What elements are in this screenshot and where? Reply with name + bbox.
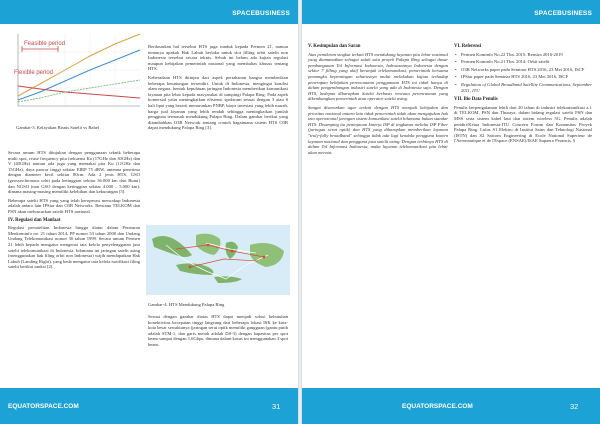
- figure-3-caption: Gambar-3. Kelayakan Bisnis Satelit vs Rahel: [16, 125, 100, 130]
- reference-item: • Permen Kominfo No.21 Thn. 2014: Orbit satelit: [454, 59, 592, 65]
- reference-item: • IPStar paper pada Seminar HTS 2016, 23 Mei 2016, ISCF: [454, 74, 592, 80]
- left-footer-bar: [0, 388, 298, 424]
- paragraph: Sesuai dengan gambar diatas HTS dapat menjadi solusi kebutuhan konektivitas kecepatan tinggi langsung dari beberapa lokasi ISK ke kota-kota besar sewaktunya (jaringan serat optik memiliki gangguan (gantu putih adalah STM-1, dan garis merah adalah DS-3) dengan kapasitas per spot beam sampai dengan 1,6Gbps, dimana dalam kasus ini menggunakan 3 spot beam.: [148, 314, 288, 347]
- right-footer-bar: [302, 388, 600, 424]
- paragraph: Atas pemikiran singkat terkait HTS mendukung layanan pita lebar nasional yang diamanatkan sebagai salah satu proyek Palapa Ring sebagai dasar pembangunan Tol Informasi Indonesia, bahwasannya Indonesia dengan sektor 7 filling yang aktif beranjak telekomunikasi, pemerintah bersama pemangku kepentingan seharusnya mulai melakukan kajian terhadap penerapan kebijakan perencanaan penggunaan HTS ini tidak hanya di dalam pengembangan industri satelit yang ada di Indonesia saja. Dengan HTS, kedepan diharapkan Satelit berbasis rencana perencanaan yang dikembangkan pemerintah atau operator satelit asing.: [308, 51, 448, 102]
- left-page: [0, 0, 298, 424]
- right-header-bar: [302, 0, 600, 24]
- paragraph: Berdasarkan hal tersebut HTS juga tunduk kepada Permen 21, namun tentunya apakah Hak Labuh berlaku untuk slot filling orbit satelit non Indonesia tersebut secara teknis. Sebab ini belum ada kajian regulasi maupun kebijakan pemerintah nasional yang membahas khusus tentang HTS.: [148, 44, 288, 72]
- footer-url[interactable]: EQUATORSPACE.COM: [8, 403, 79, 410]
- right-page-column-2: [454, 42, 592, 147]
- section-heading: IV. Regulasi dan Manfaat: [8, 217, 61, 223]
- brand-logo: SPACEBUSINESS: [232, 10, 290, 17]
- paragraph: Secara umum HTS ditujukan dengan penggunaan teknik beberapa multi spot, reuse frequency pita frekuensi Ka (17GHz dan 30GHz) dan V (40GHz) namun ada juga yang memakai pita Ku (11GHz dan 15GHz), daya pancar tinggi sekitar EIRP 75 dBW, antenna penerima dengan diameter kecil sekitar 80cm. Ada 2 jenis HTS, GSO (geosynchronous orbit pada ketinggian sekitar 36.000 km dari Bumi) dan NGSO (non GSO dengan ketinggian sekitar 4.000 – 5.000 km), dimana masing-masing memiliki kelebihan dan kekurangan [5].: [8, 150, 140, 195]
- paragraph: Regulasi persatelitan Indonesia hingga diatur dalam Peraturan Menkominfo no. 21 tahun 2014, PP nomor 53 tahun 2000 dan Undang Undang Telekomunikasi nomor 36 tahun 1999. Secara umum Permen 21 lebih kepada mengatur mengenai tata kelola penyelenggaran jasa satelit telekomunikasi di Indonesia, bilamana ini jaringan satelit asing (menggunakan hak filing orbit non Indonesia) wajib mendapatkan Hak Labuh (Landing Right), yang beda mengatur tata kelola notifikasi filing satelit berikut sanksi [2].: [8, 225, 140, 270]
- page-number: 31: [272, 402, 281, 411]
- feasible-period-label: Feasible period: [24, 41, 66, 47]
- section-heading: VII. Bio Data Penulis: [454, 97, 498, 103]
- right-page-column-1: [308, 42, 448, 158]
- figure-4: [146, 225, 290, 305]
- flexible-period-label: Flexible period: [14, 70, 54, 76]
- brand-logo: SPACEBUSINESS: [534, 10, 592, 17]
- left-header-bar: [0, 0, 298, 24]
- figure-3: [10, 26, 145, 136]
- figure-4-caption: Gambar-4. HTS Mendukung Palapa Ring: [148, 302, 225, 307]
- left-page-column-2-continued: [148, 314, 288, 351]
- feasibility-chart-image: [10, 26, 145, 116]
- footer-url[interactable]: EQUATORSPACE.COM: [402, 403, 473, 410]
- section-heading: VI. Referensi: [454, 44, 482, 49]
- left-page-column-1: [8, 150, 140, 273]
- page-number: 32: [570, 402, 579, 411]
- reference-list: [454, 52, 592, 94]
- left-page-column-2: [148, 44, 288, 134]
- reference-item: • O3B Networks paper pada Seminar HTS 2016, 23 Mei 2016, ISCF: [454, 67, 592, 73]
- paragraph: Beberapa satelit HTS yang yang telah beroperasi mencakup Indonesia adalah antara lain IPStar dan O3B Networks. Rencana TELKOM dan PSN akan meluncurkan satelit HTS nasional.: [8, 197, 140, 214]
- right-page: [302, 0, 600, 424]
- reference-item: • Regulation of Global Broadband Satellite Communications, September 2011, ITU: [454, 82, 592, 93]
- reference-item: • Permen Kominfo No.22 Thn. 2015: Renstra 2016-2019: [454, 52, 592, 58]
- paragraph: Keberadaan HTS ditinjau dari aspek pertahanan bangsa memberikan beberapa keuntungan tersendiri. Untuk di Indonesia, mengingat kondisi alam negara, bentuk kepulauan jaringan Indonesia memberikan komunikasi layanan pita lebar kepada masyarakat di sampingi Palapa Ring. Pada aspek komersial yaitu meningkatkan efisiensi spektrum sesuai dengan 3 atau 6 kali lipat yang berarti menurunkan PNBP, biaya investasi yang lebih murah, harga jual layanan yang lebih rendah sehingga meningkatkan jumlah pengguna termasuk mendukung Palapa Ring. Dalam gambar berikut yang ditambahkan O3B Network tentang contoh bagaimana sistem HTS O3B dapat mendukung Palapa Ring [3].: [148, 74, 288, 131]
- paragraph: Sangat disarankan agar terkait dengan HTS menjadi kebijakan dan prioritas nasional antara lain tidak pemerintah tidak akan mengajukan hak izin operasional jaringan sistem komunikasi satelit bilamana bukan standar HTS. Disamping itu peninjauan kinerja ISP di tingkatan melalui ISP Fiber (jaringan serat optik) dan HTS yang diharapkan memberikan layanan "truly-fully broadband" sehingga tidak ada lagi kendala pengguna konten layanan nasional dan pengguna jasa satelit asing. Dengan terbitnya HTS di dalam Tol Informasi Indonesia, maka layanan telekomunikasi pita lebar akan merata.: [308, 104, 448, 155]
- palapa-ring-map: [146, 225, 290, 295]
- author-bio: Penulis berpengalaman lebih dari 20 tahun di industri telekomunikasi a.l. di TELKOM, PSN dan Thuraya, dalam bidang regulasi satelit PSN dan MSS serta sistem kabel laut dan sistem wireless 5G. Penulis adalah pendiri/Ketua Indonesia-ITU Concern Forum dan Komunitas Proyek Palapa Ring. Lulus S1 Elektro di Institut Sains dan Teknologi Nasional (ISTN) dan S2 Satcom Engineering di Ecole National Superieur de l'Aeronautique et de l'Espace (ENSAE)/ISAE Supaero Perancis. §: [454, 104, 592, 144]
- section-heading: V. Kesimpulan dan Saran: [308, 44, 361, 49]
